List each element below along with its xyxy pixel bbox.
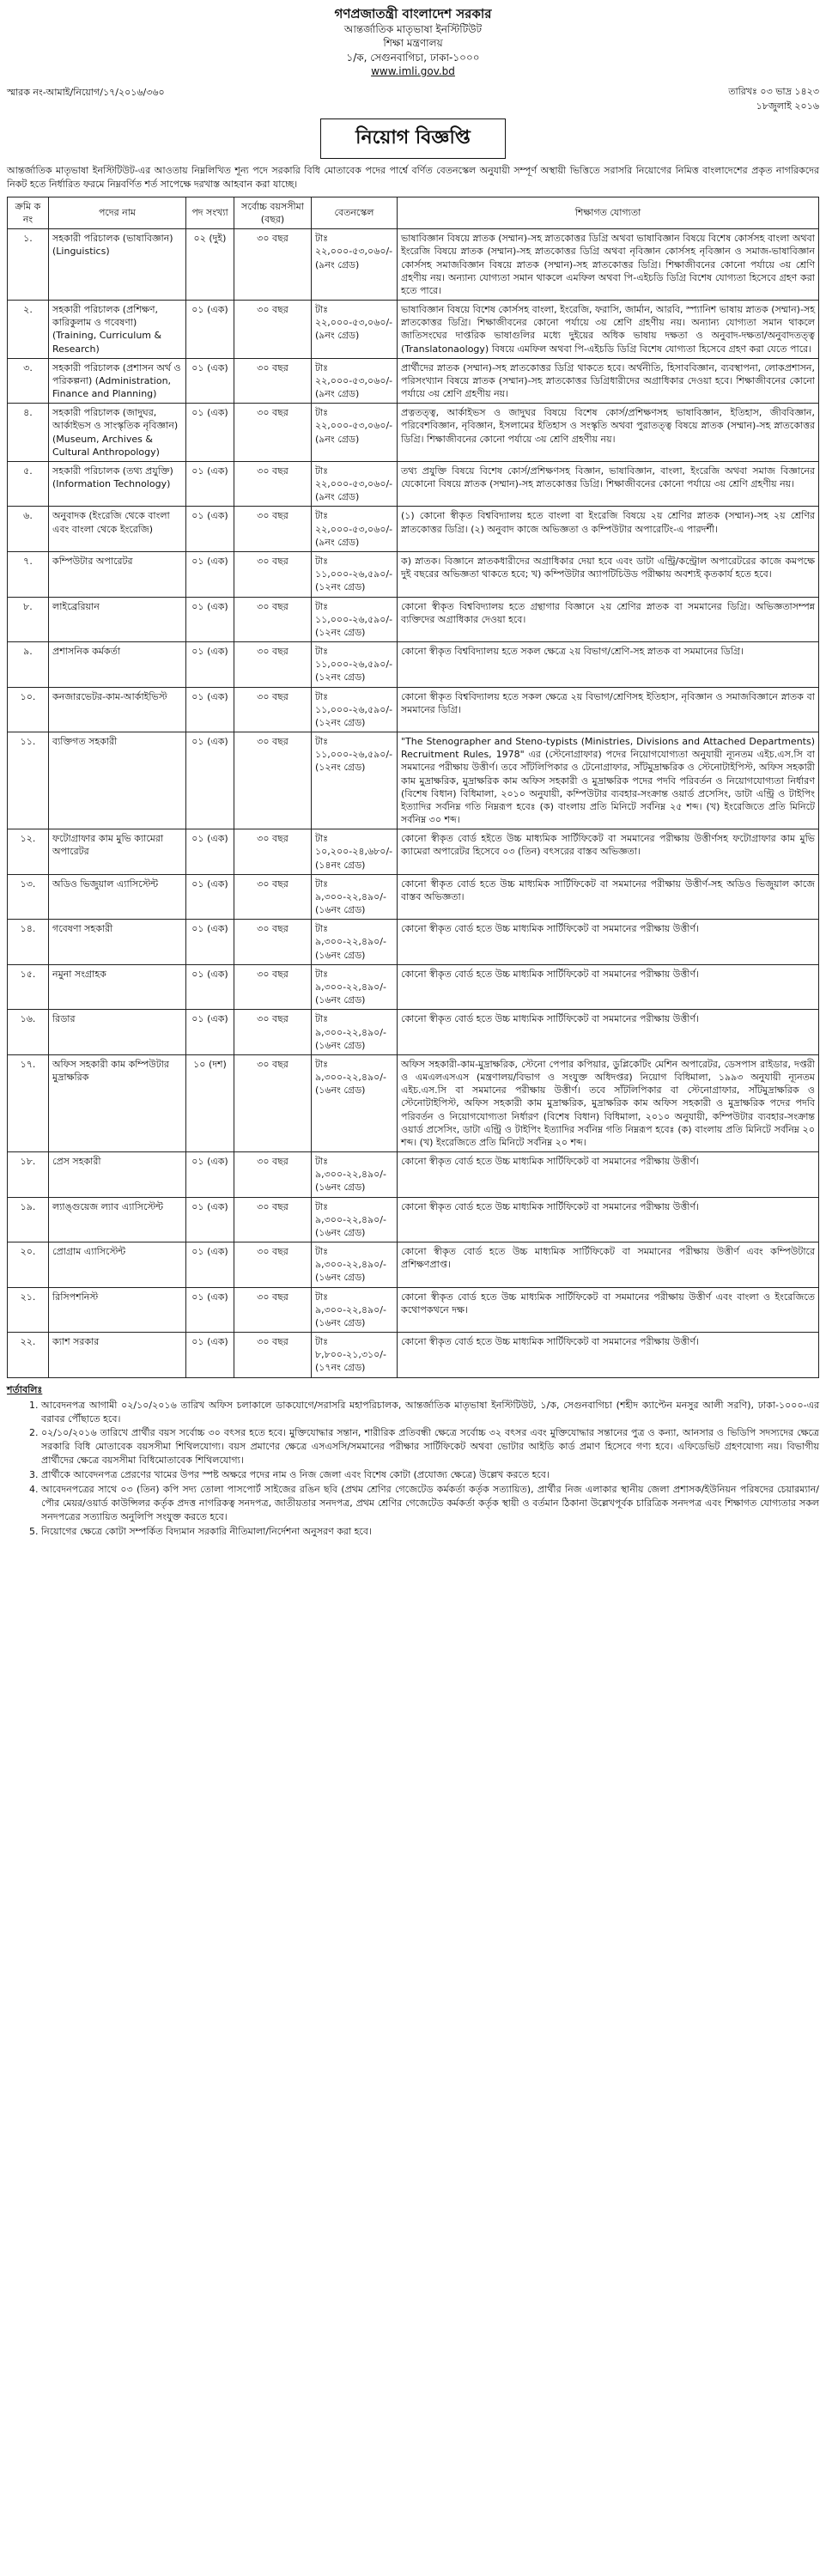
cell-age: ৩০ বছর <box>234 552 312 598</box>
cell-age: ৩০ বছর <box>234 687 312 732</box>
cell-count: ০১ (এক) <box>186 1333 234 1378</box>
cell-serial: ৪. <box>8 404 49 462</box>
cell-count: ০১ (এক) <box>186 301 234 359</box>
cell-qualification: কোনো স্বীকৃত বোর্ড হইতে উচ্চ মাধ্যমিক সার্টিফিকেট বা সমমানের পরীক্ষায় উত্তীর্ণসহ ফটোগ্রাফার কাম মুভি ক্যামেরা অপারেটর হিসেবে ০৩ (তিন) বৎসরের বাস্তব অভিজ্ঞতা। <box>398 829 819 875</box>
cell-pay: টাঃ ৮,৮০০-২১,৩১০/- (১৭নং গ্রেড) <box>312 1333 398 1378</box>
cell-pay: টাঃ ৯,৩০০-২২,৪৯০/- (১৬নং গ্রেড) <box>312 1152 398 1198</box>
cell-count: ০২ (দুই) <box>186 229 234 301</box>
cell-serial: ১৬. <box>8 1010 49 1055</box>
cell-post: সহকারী পরিচালক (তথ্য প্রযুক্তি) (Information Technology) <box>49 461 186 507</box>
table-header-row <box>8 197 819 228</box>
cell-pay: টাঃ ৯,৩০০-২২,৪৯০/- (১৬নং গ্রেড) <box>312 1197 398 1242</box>
cell-age: ৩০ বছর <box>234 229 312 301</box>
cell-post: সহকারী পরিচালক (প্রশাসন অর্থ ও পরিকল্পনা) (Administration, Finance and Planning) <box>49 358 186 404</box>
cell-count: ০১ (এক) <box>186 829 234 875</box>
cell-serial: ৫. <box>8 461 49 507</box>
cell-pay: টাঃ ১১,০০০-২৬,৫৯০/- (১২নং গ্রেড) <box>312 687 398 732</box>
notice-title <box>7 118 819 159</box>
cell-qualification: প্রার্থীদের স্নাতক (সম্মান)-সহ স্নাতকোত্তর ডিগ্রি থাকতে হবে। অর্থনীতি, হিসাববিজ্ঞান, ব্যবস্থাপনা, লোকপ্রশাসন, পরিসংখ্যান বিষয়ে স্নাতক (সম্মান)-সহ স্নাতকোত্তর ডিগ্রিধারীদের অগ্রাধিকার দেওয়া হবে। শিক্ষাজীবনের কোনো পর্যায়ে ৩য় শ্রেণি গ্রহণীয় নয়। <box>398 358 819 404</box>
cell-pay: টাঃ ৯,৩০০-২২,৪৯০/- (১৬নং গ্রেড) <box>312 1287 398 1333</box>
cell-count: ০১ (এক) <box>186 358 234 404</box>
cell-qualification: কোনো স্বীকৃত বোর্ড হতে উচ্চ মাধ্যমিক সার্টিফিকেট বা সমমানের পরীক্ষায় উত্তীর্ণ। <box>398 1010 819 1055</box>
cell-qualification: কোনো স্বীকৃত বোর্ড হতে উচ্চ মাধ্যমিক সার্টিফিকেট বা সমমানের পরীক্ষায় উত্তীর্ণ। <box>398 1197 819 1242</box>
cell-pay: টাঃ ৯,৩০০-২২,৪৯০/- (১৬নং গ্রেড) <box>312 964 398 1010</box>
cell-pay: টাঃ ১০,২০০-২৪,৬৮০/- (১৪নং গ্রেড) <box>312 829 398 875</box>
cell-pay: টাঃ ৯,৩০০-২২,৪৯০/- (১৬নং গ্রেড) <box>312 1054 398 1151</box>
cell-serial: ১১. <box>8 732 49 829</box>
cell-post: কনজারভেটর-কাম-আর্কাইভিস্ট <box>49 687 186 732</box>
cell-serial: ১৪. <box>8 920 49 965</box>
cell-serial: ১০. <box>8 687 49 732</box>
header-serial: ক্রমি ক নং <box>8 197 49 228</box>
cell-qualification: ভাষাবিজ্ঞান বিষয়ে বিশেষ কোর্সসহ বাংলা, ইংরেজি, ফরাসি, জার্মান, আরবি, স্প্যানিশ ভাষায় স্নাতক (সম্মান)-সহ স্নাতকোত্তর ডিগ্রি। শিক্ষাজীবনের কোনো পর্যায়ে ৩য় শ্রেণি গ্রহণীয় নয়। অন্যান্য যোগ্যতা সমান থাকলে জাতিসংঘের দাপ্তরিক ভাষাগুলির মধ্যে দুইয়ের অধিক ভাষায় দক্ষতা ও অনুবাদ-দক্ষতা/অনুবাদতত্ত্ব (Translatonaology) বিষয়ে এমফিল অথবা পি-এইচডি ডিগ্রি বিশেষ যোগ্যতা হিসেবে গ্রহণ করা যেতে পারে। <box>398 301 819 359</box>
cell-age: ৩০ বছর <box>234 920 312 965</box>
intro-paragraph: আন্তর্জাতিক মাতৃভাষা ইনস্টিটিউট-এর আওতায় নিম্নলিখিত শূন্য পদে সরকারি বিধি মোতাবেক পদের পার্শ্বে বর্ণিত বেতনস্কেল অনুযায়ী সম্পূর্ণ অস্থায়ী ভিত্তিতে সরাসরি নিয়োগের নিমিত্ত বাংলাদেশের প্রকৃত নাগরিকদের নিকট হতে নির্ধারিত ফরমে নিম্নবর্ণিত শর্ত সাপেক্ষে দরখাস্ত আহবান করা যাচ্ছে। <box>7 165 819 190</box>
cell-post: সহকারী পরিচালক (প্রশিক্ষণ, কারিকুলাম ও গবেষণা) (Training, Curriculum & Research) <box>49 301 186 359</box>
cell-pay: টাঃ ৯,৩০০-২২,৪৯০/- (১৬নং গ্রেড) <box>312 874 398 920</box>
date-block <box>728 85 819 113</box>
cell-qualification: প্রত্নতত্ত্ব, আর্কাইভস ও জাদুঘর বিষয়ে বিশেষ কোর্স/প্রশিক্ষণসহ ভাষাবিজ্ঞান, ইতিহাস, জীববিজ্ঞান, পরিবেশবিজ্ঞান, নৃবিজ্ঞান, ইসলামের ইতিহাস ও সংস্কৃতি অথবা পুরাতত্ত্ব বিষয়ে স্নাতক (সম্মান)-সহ স্নাতকোত্তর ডিগ্রি। শিক্ষাজীবনের কোনো পর্যায়ে ৩য় শ্রেণি গ্রহণীয় নয়। <box>398 404 819 462</box>
cell-qualification: কোনো স্বীকৃত বিশ্ববিদ্যালয় হতে সকল ক্ষেত্রে ২য় বিভাগ/শ্রেণিসহ ইতিহাস, নৃবিজ্ঞান ও সমাজবিজ্ঞানে স্নাতক বা সমমানের ডিগ্রি। <box>398 687 819 732</box>
cell-qualification: কোনো স্বীকৃত বিশ্ববিদ্যালয় হতে গ্রন্থাগার বিজ্ঞানে ২য় শ্রেণির স্নাতক বা সমমানের ডিগ্রি। অভিজ্ঞতাসম্পন্ন ব্যক্তিদের অগ্রাধিকার দেওয়া হবে। <box>398 597 819 642</box>
table-row <box>8 552 819 598</box>
terms-item: 1. আবেদনপত্র আগামী ০২/১০/২০১৬ তারিখ অফিস চলাকালে ডাকযোগে/সরাসরি মহাপরিচালক, আন্তর্জাতিক মাতৃভাষা ইনস্টিটিউট, ১/ক, সেগুনবাগিচা (শহীদ ক্যাপ্টেন মনসুর আলী সরণি), ঢাকা-১০০০-এর বরাবর পৌঁছাতে হবে। <box>41 1399 819 1426</box>
cell-post: অফিস সহকারী কাম কম্পিউটার মুদ্রাক্ষরিক <box>49 1054 186 1151</box>
cell-serial: ৬. <box>8 507 49 552</box>
table-row <box>8 1242 819 1288</box>
cell-post: ব্যক্তিগত সহকারী <box>49 732 186 829</box>
cell-serial: ২১. <box>8 1287 49 1333</box>
cell-qualification: কোনো স্বীকৃত বোর্ড হতে উচ্চ মাধ্যমিক সার্টিফিকেট বা সমমানের পরীক্ষায় উত্তীর্ণ-সহ অডিও ভিজুয়াল কাজে বাস্তব অভিজ্ঞতা। <box>398 874 819 920</box>
cell-qualification: তথ্য প্রযুক্তি বিষয়ে বিশেষ কোর্স/প্রশিক্ষণসহ বিজ্ঞান, ভাষাবিজ্ঞান, বাংলা, ইংরেজি অথবা সমাজ বিজ্ঞানের যেকোনো বিষয়ে স্নাতক (সম্মান)-সহ স্নাতকোত্তর ডিগ্রি। শিক্ষাজীবনের কোনো পর্যায়ে ৩য় শ্রেণি গ্রহণীয় নয়। <box>398 461 819 507</box>
ministry-name: শিক্ষা মন্ত্রণালয় <box>383 37 443 50</box>
table-row <box>8 301 819 359</box>
cell-count: ০১ (এক) <box>186 597 234 642</box>
table-row <box>8 874 819 920</box>
table-row <box>8 1054 819 1151</box>
table-row <box>8 732 819 829</box>
institute-name: আন্তর্জাতিক মাতৃভাষা ইনস্টিটিউট <box>343 23 483 36</box>
cell-qualification: অফিস সহকারী-কাম-মুদ্রাক্ষরিক, স্টেনো পেপার কপিয়ার, ডুপ্লিকেটিং মেশিন অপারেটর, ডেসপাস রাইডার, দপ্তরী ও এমএলএসএস (মন্ত্রণালয়/বিভাগ ও সংযুক্ত অধিদপ্তর) নিয়োগ বিধিমালা, ১৯৯৩ অনুযায়ী ন্যূনতম এইচ.এস.সি বা সমমানের পরীক্ষায় উত্তীর্ণ। তবে সাঁটলিপিকার বা স্টেনোগ্রাফার, সাঁটমুদ্রাক্ষরিক ও স্টেনোটাইপিস্ট, অফিস সহকারী কাম মুদ্রাক্ষরিক, মুদ্রাক্ষরিক কাম অফিস সহকারী ও মুদ্রাক্ষরিক পদের পদবি পরিবর্তন ও নিয়োগযোগ্যতা নির্ধারণ (বিশেষ বিধান) বিধিমালা, ২০১০ অনুযায়ী, কম্পিউটার ব্যবহার-সংক্রান্ত ওয়ার্ড প্রসেসিং, ডাটা এন্ট্রি ও টাইপিং ইত্যাদির সর্বনিম্ন গতি নিম্নরূপ হবেঃ (ক) বাংলায় প্রতি মিনিটে সর্বনিম্ন ২০ শব্দ। (খ) ইংরেজিতে প্রতি মিনিটে সর্বনিম্ন ২০ শব্দ। <box>398 1054 819 1151</box>
cell-serial: ৩. <box>8 358 49 404</box>
cell-count: ০১ (এক) <box>186 687 234 732</box>
cell-count: ০১ (এক) <box>186 1010 234 1055</box>
cell-age: ৩০ বছর <box>234 507 312 552</box>
cell-post: প্রোগ্রাম এ্যাসিস্টেন্ট <box>49 1242 186 1288</box>
cell-count: ০১ (এক) <box>186 920 234 965</box>
cell-serial: ১৮. <box>8 1152 49 1198</box>
cell-serial: ১২. <box>8 829 49 875</box>
cell-age: ৩০ বছর <box>234 874 312 920</box>
cell-count: ০১ (এক) <box>186 552 234 598</box>
letterhead <box>7 5 819 78</box>
cell-qualification: কোনো স্বীকৃত বোর্ড হতে উচ্চ মাধ্যমিক সার্টিফিকেট বা সমমানের পরীক্ষায় উত্তীর্ণ। <box>398 964 819 1010</box>
cell-count: ০১ (এক) <box>186 1152 234 1198</box>
table-row <box>8 507 819 552</box>
cell-age: ৩০ বছর <box>234 1197 312 1242</box>
cell-post: কম্পিউটার অপারেটর <box>49 552 186 598</box>
cell-age: ৩০ বছর <box>234 404 312 462</box>
cell-count: ০১ (এক) <box>186 964 234 1010</box>
cell-count: ১০ (দশ) <box>186 1054 234 1151</box>
cell-serial: ১৯. <box>8 1197 49 1242</box>
cell-pay: টাঃ ২২,০০০-৫৩,০৬০/- (৯নং গ্রেড) <box>312 229 398 301</box>
cell-qualification: কোনো স্বীকৃত বোর্ড হতে উচ্চ মাধ্যমিক সার্টিফিকেট বা সমমানের পরীক্ষায় উত্তীর্ণ এবং বাংলা ও ইংরেজিতে কথোপকথনে দক্ষ। <box>398 1287 819 1333</box>
table-row <box>8 642 819 688</box>
table-row <box>8 1197 819 1242</box>
cell-post: রিসিপশনিস্ট <box>49 1287 186 1333</box>
cell-qualification: (১) কোনো স্বীকৃত বিশ্ববিদ্যালয় হতে বাংলা বা ইংরেজি বিষয়ে ২য় শ্রেণির স্নাতক (সম্মান)-সহ ২য় শ্রেণির স্নাতকোত্তর ডিগ্রি। (২) অনুবাদ কাজে অভিজ্ঞতা ও কম্পিউটার অপারেটিং-এ পারদর্শী। <box>398 507 819 552</box>
cell-pay: টাঃ ১১,০০০-২৬,৫৯০/- (১২নং গ্রেড) <box>312 642 398 688</box>
cell-serial: ২০. <box>8 1242 49 1288</box>
cell-qualification: কোনো স্বীকৃত বোর্ড হতে উচ্চ মাধ্যমিক সার্টিফিকেট বা সমমানের পরীক্ষায় উত্তীর্ণ। <box>398 1152 819 1198</box>
cell-count: ০১ (এক) <box>186 507 234 552</box>
cell-age: ৩০ বছর <box>234 1333 312 1378</box>
cell-post: সহকারী পরিচালক (ভাষাবিজ্ঞান) (Linguistics) <box>49 229 186 301</box>
government-title: গণপ্রজাতন্ত্রী বাংলাদেশ সরকার <box>334 6 492 21</box>
cell-serial: ২২. <box>8 1333 49 1378</box>
table-row <box>8 920 819 965</box>
cell-pay: টাঃ ২২,০০০-৫৩,০৬০/- (৯নং গ্রেড) <box>312 358 398 404</box>
cell-qualification: ক) স্নাতক। বিজ্ঞানে স্নাতকধারীদের অগ্রাধিকার দেয়া হবে এবং ডাটা এন্ট্রি/কন্ট্রোল অপারেটরের কাজে কমপক্ষে দুই বছরের অভিজ্ঞতা থাকতে হবে; খ) কম্পিউটার অ্যাপটিচিউড পরীক্ষায় অবশ্যই কৃতকার্য হতে হবে। <box>398 552 819 598</box>
cell-post: অডিও ভিজুয়াল এ্যাসিস্টেন্ট <box>49 874 186 920</box>
terms-item: 3. প্রার্থীকে আবেদনপত্র প্রেরণের খামের উপর স্পষ্ট অক্ষরে পদের নাম ও নিজ জেলা এবং বিশেষ কোটা (প্রযোজ্য ক্ষেত্রে) উল্লেখ করতে হবে। <box>41 1468 819 1482</box>
cell-post: ল্যাঙ্গুয়েজ ল্যাব এ্যাসিস্টেন্ট <box>49 1197 186 1242</box>
cell-age: ৩০ বছর <box>234 1242 312 1288</box>
header-qualification: শিক্ষাগত যোগ্যতা <box>398 197 819 228</box>
cell-post: রিডার <box>49 1010 186 1055</box>
cell-count: ০১ (এক) <box>186 642 234 688</box>
cell-age: ৩০ বছর <box>234 1010 312 1055</box>
table-row <box>8 1287 819 1333</box>
cell-age: ৩০ বছর <box>234 461 312 507</box>
cell-serial: ২. <box>8 301 49 359</box>
website-link[interactable]: www.imli.gov.bd <box>371 64 455 77</box>
cell-post: প্রশাসনিক কর্মকর্তা <box>49 642 186 688</box>
cell-qualification: কোনো স্বীকৃত বোর্ড হতে উচ্চ মাধ্যমিক সার্টিফিকেট বা সমমানের পরীক্ষায় উত্তীর্ণ এবং কম্পিউটারে প্রশিক্ষণপ্রাপ্ত। <box>398 1242 819 1288</box>
cell-serial: ৮. <box>8 597 49 642</box>
cell-pay: টাঃ ৯,৩০০-২২,৪৯০/- (১৬নং গ্রেড) <box>312 1010 398 1055</box>
address: ১/ক, সেগুনবাগিচা, ঢাকা-১০০০ <box>346 51 480 64</box>
header-pay: বেতনস্কেল <box>312 197 398 228</box>
cell-serial: ১৫. <box>8 964 49 1010</box>
cell-serial: ৯. <box>8 642 49 688</box>
header-post: পদের নাম <box>49 197 186 228</box>
table-row <box>8 229 819 301</box>
cell-post: নমুনা সংগ্রাহক <box>49 964 186 1010</box>
cell-count: ০১ (এক) <box>186 404 234 462</box>
cell-age: ৩০ বছর <box>234 964 312 1010</box>
cell-count: ০১ (এক) <box>186 874 234 920</box>
table-row <box>8 461 819 507</box>
reference-line <box>7 85 819 113</box>
cell-age: ৩০ বছর <box>234 642 312 688</box>
table-row <box>8 964 819 1010</box>
terms-item: 2. ০২/১০/২০১৬ তারিখে প্রার্থীর বয়স সর্বোচ্চ ৩০ বৎসর হতে হবে। মুক্তিযোদ্ধার সন্তান, শারীরিক প্রতিবন্ধী ক্ষেত্রে সর্বোচ্চ ৩২ বৎসর এবং মুক্তিযোদ্ধার সন্তানের পুত্র ও কন্যা, আনসার ও ভিডিপি সদস্যদের ক্ষেত্রে সরকারি বিধি মোতাবেক বয়সসীমা শিথিলযোগ্য। বয়স প্রমাণের ক্ষেত্রে এসএসসি/সমমানের পরীক্ষার সার্টিফিকেট অথবা ভোটার আইডি কার্ড প্রমাণ হিসেবে গণ্য হবে। এফিডেভিট গ্রহণযোগ্য নয়। বিভাগীয় প্রার্থীদের ক্ষেত্রে বয়সসীমা বিধিমোতাবেক শিথিলযোগ্য। <box>41 1426 819 1467</box>
cell-serial: ১৩. <box>8 874 49 920</box>
cell-pay: টাঃ ৯,৩০০-২২,৪৯০/- (১৬নং গ্রেড) <box>312 1242 398 1288</box>
table-row <box>8 829 819 875</box>
cell-age: ৩০ বছর <box>234 597 312 642</box>
header-age: সর্বোচ্চ বয়সসীমা (বছর) <box>234 197 312 228</box>
terms-item: 4. আবেদনপত্রের সাথে ০৩ (তিন) কপি সদ্য তোলা পাসপোর্ট সাইজের রঙিন ছবি (প্রথম শ্রেণির গেজেটেড কর্মকর্তা কর্তৃক সত্যায়িত), প্রার্থীর নিজ এলাকার স্থানীয় জেলা প্রশাসক/ইউনিয়ন পরিষদের চেয়ারম্যান/পৌর মেয়র/ওয়ার্ড কাউন্সিলর কর্তৃক প্রদত্ত নাগরিকত্ব সনদপত্র, জাতীয়তার সনদপত্র, প্রথম শ্রেণির গেজেটেড কর্মকর্তা কর্তৃক স্থায়ী ও বর্তমান ঠিকানা উল্লেখপূর্বক চারিত্রিক সনদপত্র এবং শিক্ষাগত যোগ্যতার সকল সনদপত্রের সত্যায়িত অনুলিপি সংযুক্ত করতে হবে। <box>41 1483 819 1524</box>
cell-age: ৩০ বছর <box>234 1152 312 1198</box>
cell-age: ৩০ বছর <box>234 732 312 829</box>
cell-serial: ৭. <box>8 552 49 598</box>
cell-pay: টাঃ ৯,৩০০-২২,৪৯০/- (১৬নং গ্রেড) <box>312 920 398 965</box>
cell-count: ০১ (এক) <box>186 461 234 507</box>
table-row <box>8 597 819 642</box>
cell-age: ৩০ বছর <box>234 358 312 404</box>
cell-serial: ১. <box>8 229 49 301</box>
cell-pay: টাঃ ১১,০০০-২৬,৫৯০/- (১২নং গ্রেড) <box>312 732 398 829</box>
cell-serial: ১৭. <box>8 1054 49 1151</box>
cell-qualification: কোনো স্বীকৃত বোর্ড হতে উচ্চ মাধ্যমিক সার্টিফিকেট বা সমমানের পরীক্ষায় উত্তীর্ণ। <box>398 1333 819 1378</box>
cell-age: ৩০ বছর <box>234 829 312 875</box>
cell-pay: টাঃ ২২,০০০-৫৩,০৬০/- (৯নং গ্রেড) <box>312 301 398 359</box>
header-count: পদ সংখ্যা <box>186 197 234 228</box>
posts-table <box>7 197 819 1378</box>
terms-section <box>7 1383 819 1539</box>
table-row <box>8 1333 819 1378</box>
memo-number: স্মারক নং-আমাই/নিয়োগ/১৭/২০১৬/৩৬০ <box>7 87 165 98</box>
cell-post: প্রেস সহকারী <box>49 1152 186 1198</box>
cell-qualification: কোনো স্বীকৃত বোর্ড হতে উচ্চ মাধ্যমিক সার্টিফিকেট বা সমমানের পরীক্ষায় উত্তীর্ণ। <box>398 920 819 965</box>
cell-count: ০১ (এক) <box>186 732 234 829</box>
terms-heading: শর্তাবলিঃ <box>7 1383 43 1395</box>
cell-count: ০১ (এক) <box>186 1197 234 1242</box>
table-row <box>8 404 819 462</box>
terms-item: 5. নিয়োগের ক্ষেত্রে কোটা সম্পর্কিত বিদ্যমান সরকারি নীতিমালা/নির্দেশনা অনুসরণ করা হবে। <box>41 1525 819 1539</box>
terms-list <box>7 1399 819 1539</box>
notice-title-text: নিয়োগ বিজ্ঞপ্তি <box>320 118 506 159</box>
cell-qualification: "The Stenographer and Steno-typists (Ministries, Divisions and Attached Departments) Recruitment Rules, 1978" এর (স্টেনোগ্রাফার) পদের নিয়োগযোগ্যতা অনুযায়ী ন্যূনতম এইচ.এস.সি বা সমমানের পরীক্ষায় উত্তীর্ণ। তবে সাঁটলিপিকার ও টেনোগ্রাফার, সাঁটমুদ্রাক্ষরিক ও স্টেনোটাইপিস্ট, অফিস সহকারী কাম মুদ্রাক্ষরিক, মুদ্রাক্ষরিক কাম অফিস সহকারী ও মুদ্রাক্ষরিক পদের পদবি পরিবর্তন ও নিয়োগযোগ্যতা নির্ধারণ (বিশেষ বিধান) বিধিমালা, ২০১০ অনুযায়ী, কম্পিউটার ব্যবহার-সংক্রান্ত ওয়ার্ড প্রসেসিং, ডাটা এন্ট্রি ও টাইপিং ইত্যাদির সর্বনিম্ন গতি নিম্নরূপ হবেঃ (ক) বাংলায় প্রতি মিনিটে সর্বনিম্ন ২৫ শব্দ। (খ) ইংরেজিতে প্রতি মিনিটে সর্বনিম্ন ৩০ শব্দ। <box>398 732 819 829</box>
cell-age: ৩০ বছর <box>234 1287 312 1333</box>
date-english: ১৮জুলাই ২০১৬ <box>756 100 819 112</box>
cell-qualification: ভাষাবিজ্ঞান বিষয়ে স্নাতক (সম্মান)-সহ স্নাতকোত্তর ডিগ্রি অথবা ভাষাবিজ্ঞান বিষয়ে বিশেষ কোর্সসহ বাংলা অথবা ইংরেজি বিষয়ে স্নাতক (সম্মান)-সহ স্নাতকোত্তর ডিগ্রি অথবা নৃবিজ্ঞান কোর্সসহ নৃবিজ্ঞান ও সমাজ-ভাষাবিজ্ঞান কোর্সসহ সমাজবিজ্ঞান বিষয়ে স্নাতক (সম্মান)-সহ স্নাতকোত্তর ডিগ্রি। শিক্ষাজীবনের কোনো পর্যায়ে ৩য় শ্রেণি গ্রহণীয় নয়। অন্যান্য যোগ্যতা সমান থাকলে এমফিল অথবা পি-এইচডি ডিগ্রি বিশেষ যোগ্যতা হিসেবে গ্রহণ করা হতে পারে। <box>398 229 819 301</box>
cell-post: ক্যাশ সরকার <box>49 1333 186 1378</box>
cell-age: ৩০ বছর <box>234 1054 312 1151</box>
cell-post: গবেষণা সহকারী <box>49 920 186 965</box>
cell-post: সহকারী পরিচালক (জাদুঘর, আর্কাইভস ও সাংস্কৃতিক নৃবিজ্ঞান) (Museum, Archives & Cultural Anthropology) <box>49 404 186 462</box>
table-row <box>8 1152 819 1198</box>
table-row <box>8 358 819 404</box>
cell-qualification: কোনো স্বীকৃত বিশ্ববিদ্যালয় হতে সকল ক্ষেত্রে ২য় বিভাগ/শ্রেণি-সহ স্নাতক বা সমমানের ডিগ্রি। <box>398 642 819 688</box>
date-bangla: তারিখঃ ০৩ ভাদ্র ১৪২৩ <box>728 86 819 97</box>
cell-post: ফটোগ্রাফার কাম মুভি ক্যামেরা অপারেটর <box>49 829 186 875</box>
table-row <box>8 687 819 732</box>
cell-age: ৩০ বছর <box>234 301 312 359</box>
cell-count: ০১ (এক) <box>186 1242 234 1288</box>
cell-pay: টাঃ ১১,০০০-২৬,৫৯০/- (১২নং গ্রেড) <box>312 552 398 598</box>
table-row <box>8 1010 819 1055</box>
cell-count: ০১ (এক) <box>186 1287 234 1333</box>
cell-pay: টাঃ ২২,০০০-৫৩,০৬০/- (৯নং গ্রেড) <box>312 507 398 552</box>
cell-post: লাইব্রেরিয়ান <box>49 597 186 642</box>
cell-pay: টাঃ ২২,০০০-৫৩,০৬০/- (৯নং গ্রেড) <box>312 404 398 462</box>
cell-pay: টাঃ ১১,০০০-২৬,৫৯০/- (১২নং গ্রেড) <box>312 597 398 642</box>
cell-post: অনুবাদক (ইংরেজি থেকে বাংলা এবং বাংলা থেকে ইংরেজি) <box>49 507 186 552</box>
cell-pay: টাঃ ২২,০০০-৫৩,০৬০/- (৯নং গ্রেড) <box>312 461 398 507</box>
notice-page <box>7 5 819 1540</box>
